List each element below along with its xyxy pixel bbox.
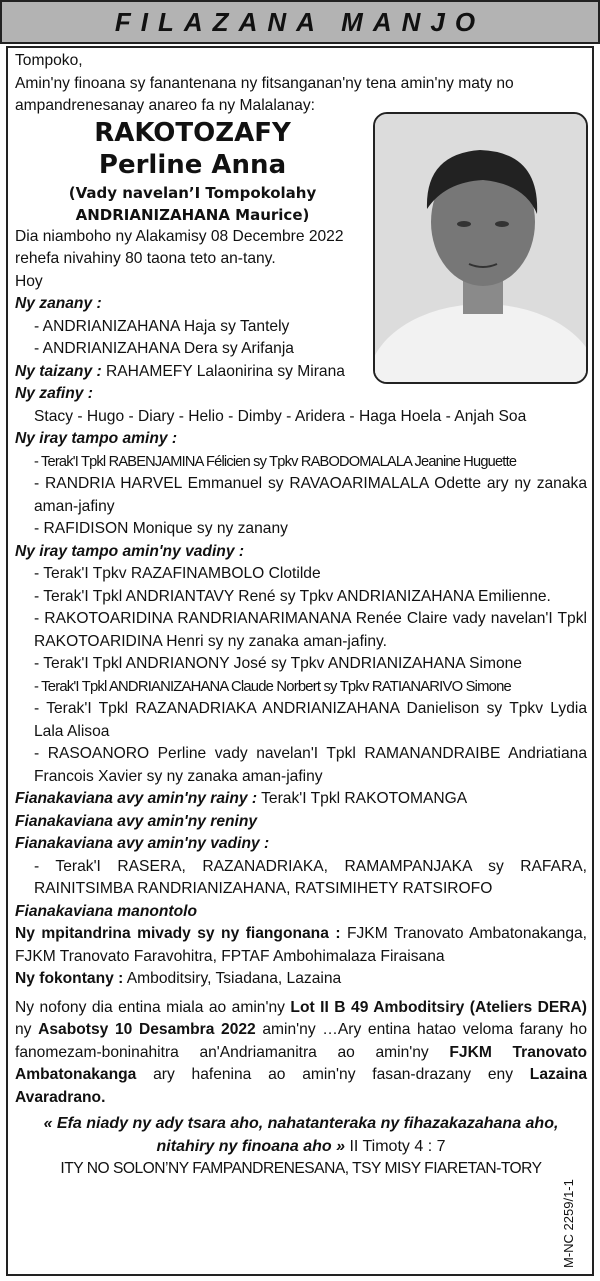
funeral-details (15, 997, 587, 1110)
quote-reference: II Timoty 4 : 7 (345, 1137, 446, 1155)
list-item: - Terak'I Tpkv RAZAFINAMBOLO Clotilde (34, 565, 321, 582)
fokontany-line (15, 968, 587, 991)
funeral-location: Lot II B 49 Amboditsiry (Ateliers DERA) (290, 998, 588, 1016)
notice-content (15, 50, 587, 1181)
burial-place: Lazaina Avaradrano. (15, 1066, 587, 1106)
list-item: - ANDRIANIZAHANA Dera sy Arifanja (34, 340, 294, 357)
deceased-given-names: Perline Anna (98, 149, 287, 180)
daughters-in-law-line (15, 361, 587, 384)
church-heading: Ny mpitandrina mivady sy ny fiangonana : (15, 925, 341, 942)
closing-line: ITY NO SOLON’NY FAMPANDRENESANA, TSY MISY FIARETAN-TORY (60, 1160, 542, 1177)
deceased-surname: RAKOTOZAFY (94, 117, 291, 148)
death-date-line: Dia niamboho ny Alakamisy 08 Decembre 2022 (15, 227, 344, 245)
intro-text: Amin'ny finoana sy fanantenana ny fitsanganan'ny tena amin'ny maty no ampandrenesanay anareo fa ny Malalanay: (15, 74, 514, 114)
salutation: Tompoko, (15, 52, 83, 69)
father-family-line (15, 788, 587, 811)
daughters-in-law-value: RAHAMEFY Lalaonirina sy Mirana (106, 362, 345, 380)
header-banner (0, 0, 600, 44)
related-family-heading: Fianakaviana manontolo (15, 902, 197, 920)
grandchildren-heading: Ny zafiny : (15, 385, 93, 402)
funeral-text-4: ary hafenina ao amin'ny fasan-drazany eny (136, 1066, 530, 1083)
banner-title: FILAZANA MANJO (114, 6, 486, 37)
hoy-label: Hoy (15, 272, 43, 290)
list-item: - RAFIDISON Monique sy ny zanany (34, 520, 288, 537)
church-value: FJKM Tranovato Ambatonakanga, FJKM Tranovato Faravohitra, FPTAF Ambohimalaza Firaisana (15, 925, 587, 965)
list-item: - RANDRIA HARVEL Emmanuel sy RAVAOARIMALALA Odette ary ny zanaka aman-jafiny (34, 475, 587, 515)
funeral-text-1: Ny nofony dia entina miala ao amin'ny (15, 998, 291, 1016)
quote-line-1: « Efa niady ny ady tsara aho, nahatanteraka ny fihazakazahana aho, (43, 1115, 559, 1132)
fokontany-heading: Ny fokontany : (15, 970, 124, 987)
quote-line-2 (15, 1136, 587, 1159)
father-family-value: Terak'I Tpkl RAKOTOMANGA (261, 790, 468, 807)
list-item: - Terak'I Tpkl ANDRIANIZAHANA Claude Norbert sy Tpkv RATIANARIVO Simone (34, 678, 511, 695)
reference-code: M-NC 2259/1-1 (561, 1179, 576, 1268)
spouse-siblings-heading: Ny iray tampo amin'ny vadiny : (15, 542, 245, 560)
children-heading: Ny zanany : (15, 295, 102, 312)
list-item: - Terak'I Tpkl RAZANADRIAKA ANDRIANIZAHANA Danielison sy Tpkv Lydia Lala Alisoa (34, 700, 587, 740)
widow-line-1: (Vady navelan’I Tompokolahy (68, 183, 317, 202)
list-item: - RAKOTOARIDINA RANDRIANARIMANANA Renée Claire vady navelan'I Tpkl RAKOTOARIDINA Henri sy ny zanaka aman-jafiny. (34, 610, 587, 650)
list-item: - Terak'I Tpkl RABENJAMINA Félicien sy Tpkv RABODOMALALA Jeanine Huguette (34, 453, 517, 470)
daughters-in-law-heading: Ny taizany : (15, 362, 102, 380)
quote-text: nitahiry ny finoana aho » (156, 1137, 345, 1155)
church-line (15, 923, 587, 968)
spouse-family-heading: Fianakaviana avy amin'ny vadiny : (15, 835, 270, 852)
siblings-heading: Ny iray tampo aminy : (15, 430, 178, 447)
list-item: - RASOANORO Perline vady navelan'I Tpkl RAMANANDRAIBE Andriatiana Francois Xavier sy ny zanaka aman-jafiny (34, 745, 587, 785)
fokontany-value: Amboditsiry, Tsiadana, Lazaina (126, 970, 342, 987)
grandchildren-value: Stacy - Hugo - Diary - Helio - Dimby - Aridera - Haga Hoela - Anjah Soa (34, 407, 527, 425)
age-line: rehefa nivahiny 80 taona teto an-tany. (15, 250, 276, 267)
mother-family-heading: Fianakaviana avy amin'ny reniny (15, 812, 258, 830)
funeral-church: FJKM Tranovato Ambatonakanga (15, 1043, 587, 1083)
father-family-heading: Fianakaviana avy amin'ny rainy : (15, 790, 258, 807)
funeral-text-3: amin'ny …Ary entina hatao veloma farany ho fanomezam-boninahitra an'Andriamanitra ao amin'ny (15, 1021, 587, 1061)
widow-line-2: ANDRIANIZAHANA Maurice) (75, 205, 310, 224)
funeral-text-2: ny (15, 1021, 39, 1038)
list-item: - ANDRIANIZAHANA Haja sy Tantely (34, 317, 290, 335)
list-item: - Terak'I Tpkl ANDRIANONY José sy Tpkv ANDRIANIZAHANA Simone (34, 655, 522, 672)
list-item: - Terak'I Tpkl ANDRIANTAVY René sy Tpkv ANDRIANIZAHANA Emilienne. (34, 587, 551, 605)
spouse-family-value: - Terak'I RASERA, RAZANADRIAKA, RAMAMPANJAKA sy RAFARA, RAINITSIMBA RANDRIANIZAHANA, RATSIMIHETY RATSIROFO (34, 857, 587, 897)
funeral-date: Asabotsy 10 Desambra 2022 (38, 1021, 256, 1038)
